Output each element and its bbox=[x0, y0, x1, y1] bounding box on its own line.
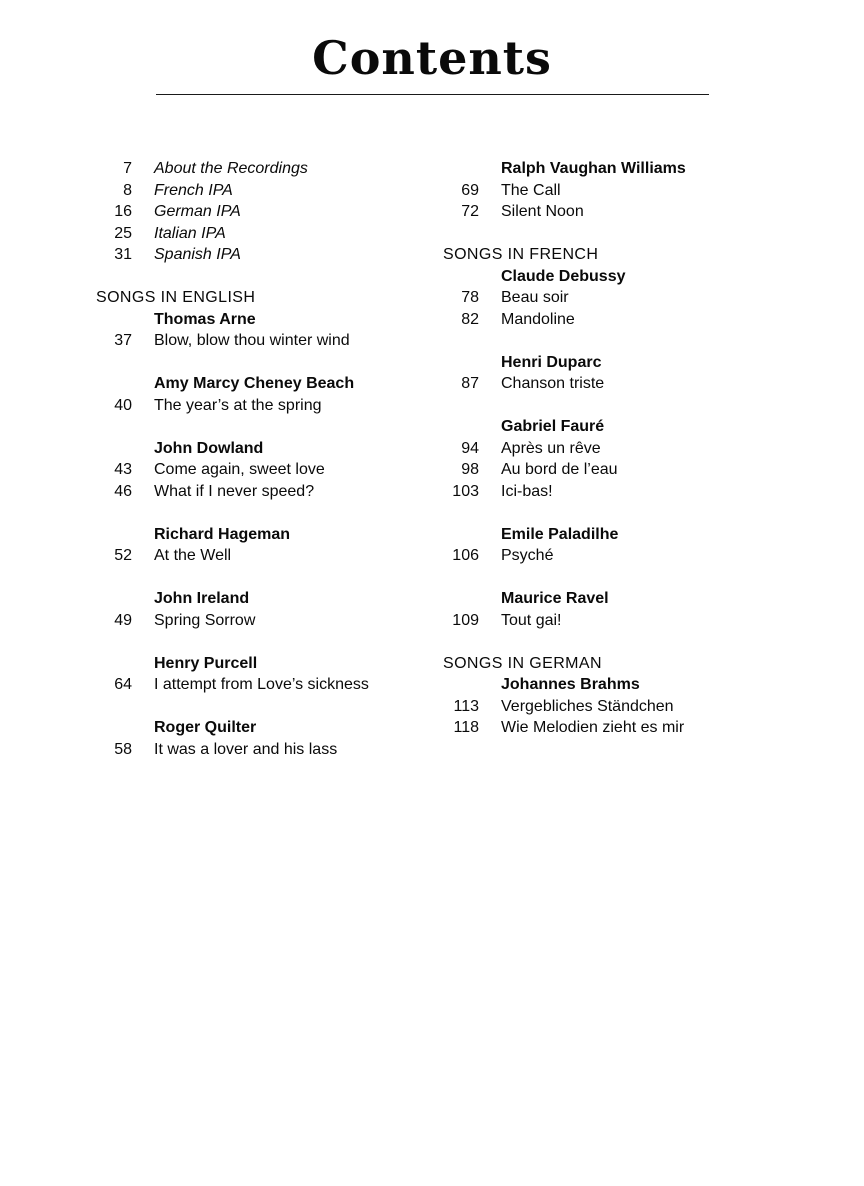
page-title: Contents bbox=[312, 31, 552, 85]
toc-entry bbox=[443, 438, 773, 460]
toc-entry bbox=[443, 696, 773, 718]
toc-entry bbox=[96, 330, 443, 352]
toc-entry bbox=[96, 545, 443, 567]
page-number: 106 bbox=[452, 547, 479, 565]
entry-title: Au bord de l’eau bbox=[501, 461, 618, 479]
toc-entry bbox=[443, 180, 773, 202]
composer-name: Claude Debussy bbox=[501, 267, 626, 285]
composer-name: Richard Hageman bbox=[154, 525, 291, 543]
toc-entry bbox=[96, 244, 443, 266]
toc-entry bbox=[443, 545, 773, 567]
toc-entry bbox=[96, 481, 443, 503]
composer-row bbox=[96, 653, 443, 675]
entry-title: Mandoline bbox=[501, 310, 575, 328]
composer-row bbox=[96, 588, 443, 610]
page-number: 103 bbox=[452, 482, 479, 500]
entry-title: About the Recordings bbox=[154, 160, 308, 178]
page-number bbox=[443, 416, 479, 438]
page-number bbox=[96, 588, 132, 610]
composer-row bbox=[443, 266, 773, 288]
page-number: 87 bbox=[461, 375, 479, 393]
composer-name: John Dowland bbox=[154, 439, 264, 457]
composer-row bbox=[96, 717, 443, 739]
section-header: SONGS IN GERMAN bbox=[443, 654, 602, 672]
page-number: 37 bbox=[114, 332, 132, 350]
toc-entry bbox=[96, 201, 443, 223]
page-number: 46 bbox=[114, 482, 132, 500]
composer-name: Ralph Vaughan Williams bbox=[501, 160, 686, 178]
composer-row bbox=[443, 416, 773, 438]
entry-title: What if I never speed? bbox=[154, 482, 315, 500]
toc-entry bbox=[443, 717, 773, 739]
entry-title: Chanson triste bbox=[501, 375, 605, 393]
entry-title: Come again, sweet love bbox=[154, 461, 325, 479]
composer-row bbox=[443, 588, 773, 610]
page-number: 118 bbox=[453, 719, 479, 737]
toc-entry bbox=[96, 158, 443, 180]
toc-entry bbox=[443, 481, 773, 503]
entry-title: The Call bbox=[501, 181, 561, 199]
entry-title: I attempt from Love’s sickness bbox=[154, 676, 369, 694]
composer-name: Maurice Ravel bbox=[501, 590, 609, 608]
entry-title: Tout gai! bbox=[501, 611, 562, 629]
composer-row bbox=[443, 674, 773, 696]
composer-row bbox=[96, 524, 443, 546]
page-number bbox=[96, 373, 132, 395]
page-number: 16 bbox=[114, 203, 132, 221]
composer-name: Johannes Brahms bbox=[501, 676, 640, 694]
page-number: 52 bbox=[114, 547, 132, 565]
composer-name: Gabriel Fauré bbox=[501, 418, 605, 436]
page-number: 49 bbox=[114, 611, 132, 629]
entry-title: Après un rêve bbox=[501, 439, 601, 457]
toc-column-right bbox=[443, 158, 773, 760]
page-number bbox=[96, 309, 132, 331]
toc-entry bbox=[96, 739, 443, 761]
page-number bbox=[443, 266, 479, 288]
toc-column-left bbox=[96, 158, 443, 760]
entry-title: Silent Noon bbox=[501, 203, 584, 221]
page-number: 78 bbox=[461, 289, 479, 307]
page-number bbox=[443, 674, 479, 696]
toc-entry bbox=[443, 201, 773, 223]
page-number: 64 bbox=[114, 676, 132, 694]
toc-entry bbox=[96, 180, 443, 202]
toc-entry bbox=[96, 223, 443, 245]
toc-entry bbox=[443, 287, 773, 309]
toc-entry bbox=[96, 459, 443, 481]
composer-row bbox=[443, 352, 773, 374]
composer-row bbox=[443, 524, 773, 546]
entry-title: Blow, blow thou winter wind bbox=[154, 332, 350, 350]
page-number bbox=[443, 524, 479, 546]
entry-title: Spanish IPA bbox=[154, 246, 241, 264]
page-number: 69 bbox=[461, 181, 479, 199]
entry-title: Spring Sorrow bbox=[154, 611, 256, 629]
composer-name: Henry Purcell bbox=[154, 654, 258, 672]
entry-title: Beau soir bbox=[501, 289, 569, 307]
page-number bbox=[443, 158, 479, 180]
page-number: 82 bbox=[461, 310, 479, 328]
toc-entry bbox=[443, 373, 773, 395]
composer-name: John Ireland bbox=[154, 590, 250, 608]
entry-title: The year’s at the spring bbox=[154, 396, 322, 414]
entry-title: Italian IPA bbox=[154, 224, 226, 242]
entry-title: Psyché bbox=[501, 547, 554, 565]
toc-entry bbox=[96, 674, 443, 696]
toc-entry bbox=[96, 395, 443, 417]
page-number bbox=[443, 588, 479, 610]
page-number: 113 bbox=[453, 697, 479, 715]
entry-title: It was a lover and his lass bbox=[154, 740, 338, 758]
page-number bbox=[96, 438, 132, 460]
title-block bbox=[156, 31, 709, 95]
entry-title: German IPA bbox=[154, 203, 241, 221]
composer-name: Amy Marcy Cheney Beach bbox=[154, 375, 355, 393]
toc-entry bbox=[96, 610, 443, 632]
page-number: 40 bbox=[114, 396, 132, 414]
page-number: 25 bbox=[114, 224, 132, 242]
page-number: 109 bbox=[452, 611, 479, 629]
composer-name: Henri Duparc bbox=[501, 353, 602, 371]
composer-row bbox=[96, 438, 443, 460]
entry-title: Ici-bas! bbox=[501, 482, 553, 500]
page-number: 72 bbox=[461, 203, 479, 221]
entry-title: At the Well bbox=[154, 547, 232, 565]
page-number: 94 bbox=[461, 439, 479, 457]
page-number: 7 bbox=[123, 160, 132, 178]
page-number bbox=[96, 717, 132, 739]
composer-row bbox=[443, 158, 773, 180]
composer-name: Thomas Arne bbox=[154, 310, 256, 328]
composer-row bbox=[96, 373, 443, 395]
entry-title: Vergebliches Ständchen bbox=[501, 697, 674, 715]
entry-title: French IPA bbox=[154, 181, 233, 199]
composer-name: Emile Paladilhe bbox=[501, 525, 619, 543]
toc-entry bbox=[443, 459, 773, 481]
page-number: 58 bbox=[114, 740, 132, 758]
composer-name: Roger Quilter bbox=[154, 719, 257, 737]
page-number: 31 bbox=[114, 246, 132, 264]
entry-title: Wie Melodien zieht es mir bbox=[501, 719, 685, 737]
page-number bbox=[443, 352, 479, 374]
page-number bbox=[96, 653, 132, 675]
table-of-contents bbox=[0, 158, 864, 760]
toc-entry bbox=[443, 610, 773, 632]
section-header: SONGS IN ENGLISH bbox=[96, 289, 256, 307]
composer-row bbox=[96, 309, 443, 331]
page-number bbox=[96, 524, 132, 546]
page-number: 43 bbox=[114, 461, 132, 479]
toc-entry bbox=[443, 309, 773, 331]
page-number: 98 bbox=[461, 461, 479, 479]
page-number: 8 bbox=[123, 181, 132, 199]
section-header: SONGS IN FRENCH bbox=[443, 246, 599, 264]
